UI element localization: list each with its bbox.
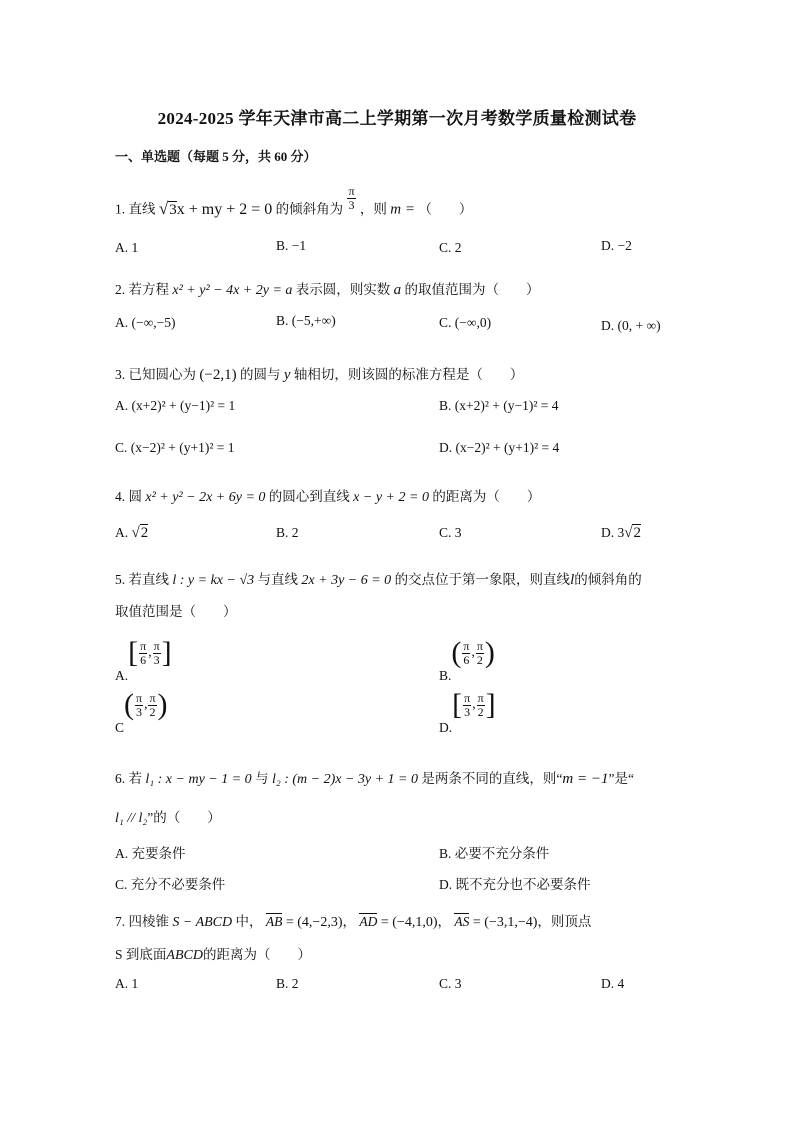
q3-option-d[interactable]: D. (x−2)² + (y+1)² = 4 [439, 440, 560, 455]
q4-option-d[interactable]: D. 3√2 [601, 525, 641, 541]
q2-var: a [393, 282, 402, 298]
q2-option-c[interactable]: C. (−∞,0) [439, 315, 492, 330]
question-1 [115, 184, 473, 224]
q1-tail: ，则 [359, 201, 387, 217]
q5-option-c[interactable]: C( $\frac{\pi}{3}$ , $\frac{\pi}{2}$ ) [115, 688, 168, 736]
q6-line2-tail: ”的（ ） [147, 810, 221, 825]
q7-option-d[interactable]: D. 4 [601, 976, 625, 991]
q5-line2: 取值范围是（ ） [115, 604, 237, 619]
q1-option-c[interactable]: C. 2 [439, 240, 462, 255]
q6-tail: 是两条不同的直线，则“ [421, 771, 563, 786]
q4-mid: 的圆心到直线 [268, 489, 350, 504]
q2-lead: 2. 若方程 [115, 282, 169, 297]
q1-eq-rest: x + my + 2 = 0 [176, 200, 273, 218]
question-4 [115, 485, 540, 506]
q6-line2 [115, 806, 221, 827]
q6-option-a[interactable]: A. 充要条件 [115, 846, 186, 861]
q5-mid: 与直线 [257, 572, 299, 587]
q1-equation: √3x + my + 2 = 0 [158, 198, 273, 218]
q3-lead: 3. 已知圆心为 [115, 367, 196, 382]
q2-tail: 表示圆，则实数 [295, 282, 391, 297]
q2-option-a[interactable]: A. (−∞,−5) [115, 315, 176, 330]
q4-equation: x² + y² − 2x + 6y = 0 [145, 490, 266, 505]
q1-paren: （ ） [418, 201, 473, 217]
q5-tail: 的交点位于第一象限，则直线 [394, 572, 571, 587]
q3-center: (−2,1) [199, 367, 237, 383]
q4-option-c[interactable]: C. 3 [439, 525, 462, 540]
q1-option-b[interactable]: B. −1 [276, 238, 307, 253]
q7-ab-value: = (4,−2,3) [282, 915, 343, 930]
q1-mid: 的倾斜角为 [275, 201, 344, 217]
question-7: 7. 四棱锥 S − ABCD 中， AB = (4,−2,3)， AD = (−4,1,0)， AS = (−3,1,−4)，则顶点 [115, 914, 592, 930]
q4-tail: 的距离为（ ） [432, 489, 541, 504]
q7-as-value: = (−3,1,−4) [469, 915, 538, 930]
q4-lead: 4. 圆 [115, 489, 142, 504]
q3-tail2: 轴相切，则该圆的标准方程是（ ） [293, 367, 524, 382]
question-3 [115, 363, 523, 384]
q7-solid: S − ABCD [172, 915, 233, 930]
q1-lead: 1. 直线 [115, 201, 156, 217]
q5-line-l: l : y = kx − √3 [172, 573, 255, 588]
q1-var: m = [390, 201, 416, 218]
q7-option-a[interactable]: A. 1 [115, 976, 139, 991]
q3-option-c[interactable]: C. (x−2)² + (y+1)² = 1 [115, 440, 235, 455]
q5-option-b[interactable]: B.( $\frac{\pi}{6}$ , $\frac{\pi}{2}$ ) [439, 636, 495, 684]
q6-line-l2: l₂ : (m − 2)x − 3y + 1 = 0 [271, 772, 419, 787]
q3-var: y [283, 367, 291, 383]
page-title: 2024-2025 学年天津市高二上学期第一次月考数学质量检测试卷 [157, 109, 637, 128]
q4-a-value: √2 [131, 525, 149, 541]
q1-angle: $\frac{\pi}{3}$ [348, 184, 355, 212]
q4-option-b[interactable]: B. 2 [276, 525, 299, 540]
q7-option-b[interactable]: B. 2 [276, 976, 299, 991]
q7-vector-ad: AD [359, 914, 378, 929]
q3-option-b[interactable]: B. (x+2)² + (y−1)² = 4 [439, 398, 559, 413]
q4-option-a[interactable]: A. √2 [115, 525, 149, 541]
q7-lead: 7. 四棱锥 [115, 914, 169, 929]
q7-line2 [115, 943, 311, 964]
q7-base: ABCD [166, 948, 203, 963]
q6-lead: 6. 若 [115, 771, 142, 786]
q5-line-2: 2x + 3y − 6 = 0 [301, 573, 392, 588]
q1-option-a[interactable]: A. 1 [115, 240, 139, 255]
question-5 [115, 568, 642, 589]
q7-ad-value: = (−4,1,0) [377, 915, 438, 930]
question-2 [115, 278, 540, 299]
q5-option-d[interactable]: D.[ $\frac{\pi}{3}$ , $\frac{\pi}{2}$ ] [439, 688, 496, 736]
q4-d-value: √2 [624, 525, 641, 541]
q2-tail2: 的取值范围为（ ） [404, 282, 540, 297]
section-heading: 一、单选题（每题 5 分，共 60 分） [115, 149, 317, 164]
q7-vector-ab: AB [265, 914, 283, 929]
q7-vector-as: AS [454, 914, 470, 929]
q5-tail2: 的倾斜角的 [574, 572, 642, 587]
q6-mid: 与 [255, 771, 269, 786]
q6-line-l1: l₁ : x − my − 1 = 0 [145, 772, 252, 787]
q6-parallel: l₁ // l₂ [115, 811, 148, 826]
q3-tail: 的圆与 [239, 367, 281, 382]
q5-var: l [570, 572, 575, 588]
q7-line2-lead: S 到底面 [115, 947, 167, 962]
q7-line2-tail: 的距离为（ ） [202, 947, 311, 962]
q2-equation: x² + y² − 4x + 2y = a [172, 283, 293, 298]
q5-option-a[interactable]: A.[ $\frac{\pi}{6}$ , $\frac{\pi}{3}$ ] [115, 636, 172, 684]
q6-option-b[interactable]: B. 必要不充分条件 [439, 846, 550, 861]
q2-option-d[interactable]: D. (0, + ∞) [601, 318, 661, 333]
q7-mid: 中， [235, 914, 263, 929]
q6-condition: m = −1 [562, 771, 609, 787]
question-6 [115, 767, 634, 788]
q6-option-d[interactable]: D. 既不充分也不必要条件 [439, 877, 591, 892]
q7-option-c[interactable]: C. 3 [439, 976, 462, 991]
q7-tail: ，则顶点 [537, 914, 592, 929]
q2-option-b[interactable]: B. (−5,+∞) [276, 313, 336, 328]
q3-option-a[interactable]: A. (x+2)² + (y−1)² = 1 [115, 398, 236, 413]
q6-option-c[interactable]: C. 充分不必要条件 [115, 877, 226, 892]
q4-line: x − y + 2 = 0 [353, 490, 429, 505]
q6-tail2: ”是“ [608, 771, 634, 786]
q1-option-d[interactable]: D. −2 [601, 238, 632, 253]
q5-lead: 5. 若直线 [115, 572, 169, 587]
